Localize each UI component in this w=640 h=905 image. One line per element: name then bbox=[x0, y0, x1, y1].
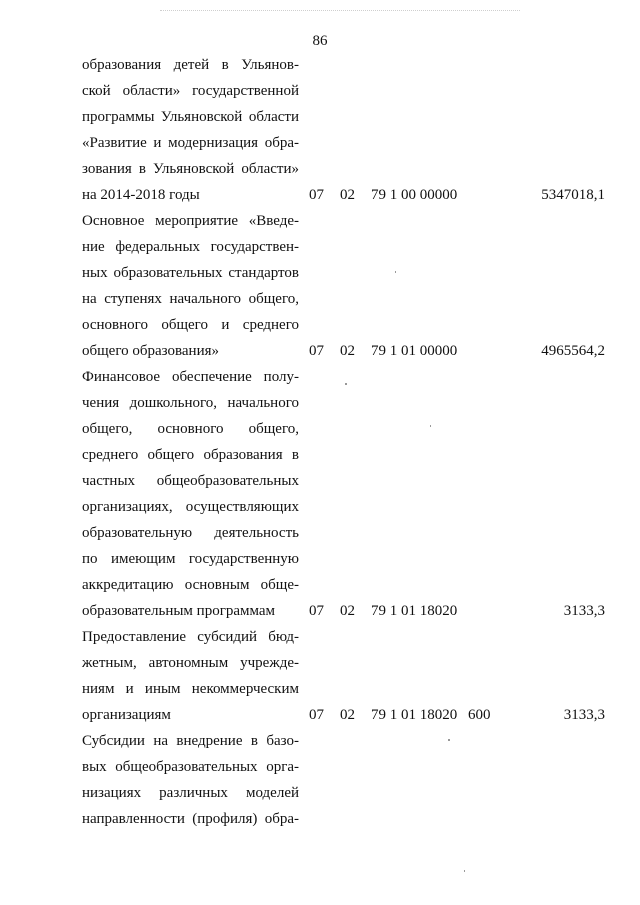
description-line: по имеющим государственную bbox=[82, 551, 299, 567]
description-line: Основное мероприятие «Введе- bbox=[82, 213, 299, 229]
section-code: 07 bbox=[309, 187, 324, 203]
section-code: 07 bbox=[309, 707, 324, 723]
scan-artifact-line bbox=[160, 10, 520, 12]
scan-speck bbox=[464, 870, 465, 872]
description-line: направленности (профиля) обра- bbox=[82, 811, 299, 827]
amount: 5347018,1 bbox=[541, 187, 605, 203]
page-number: 86 bbox=[312, 33, 328, 49]
row-description bbox=[82, 728, 299, 832]
scan-speck bbox=[395, 271, 396, 273]
description-line: среднего общего образования в bbox=[82, 447, 299, 463]
description-line: на 2014-2018 годы bbox=[82, 187, 200, 203]
description-line: образовательным программам bbox=[82, 603, 276, 619]
scan-speck bbox=[448, 739, 450, 741]
description-line: организациям bbox=[82, 707, 171, 723]
description-line: частных общеобразовательных bbox=[82, 473, 299, 489]
description-line: общего, основного общего, bbox=[82, 421, 299, 437]
section-code: 07 bbox=[309, 343, 324, 359]
scan-speck bbox=[430, 425, 431, 427]
subsection-code: 02 bbox=[340, 603, 355, 619]
expense-type-code: 600 bbox=[468, 707, 491, 723]
target-article-code: 79 1 00 00000 bbox=[371, 187, 458, 203]
amount: 3133,3 bbox=[563, 707, 605, 723]
description-line: Субсидии на внедрение в базо- bbox=[82, 733, 299, 749]
target-article-code: 79 1 01 00000 bbox=[371, 343, 458, 359]
description-line: ние федеральных государствен- bbox=[82, 239, 299, 255]
description-line: ниям и иным некоммерческим bbox=[82, 681, 299, 697]
row-description bbox=[82, 52, 299, 208]
description-line: жетным, автономным учрежде- bbox=[82, 655, 299, 671]
description-line: на ступенях начального общего, bbox=[82, 291, 299, 307]
description-line: вых общеобразовательных орга- bbox=[82, 759, 299, 775]
description-line: чения дошкольного, начального bbox=[82, 395, 299, 411]
description-line: программы Ульяновской области bbox=[82, 109, 299, 125]
description-line: аккредитацию основным обще- bbox=[82, 577, 299, 593]
description-line: образования детей в Ульянов- bbox=[82, 57, 299, 73]
description-line: основного общего и среднего bbox=[82, 317, 299, 333]
row-description bbox=[82, 208, 299, 364]
amount: 3133,3 bbox=[563, 603, 605, 619]
section-code: 07 bbox=[309, 603, 324, 619]
description-line: Предоставление субсидий бюд- bbox=[82, 629, 299, 645]
description-line: образовательную деятельность bbox=[82, 525, 299, 541]
description-line: низациях различных моделей bbox=[82, 785, 299, 801]
amount: 4965564,2 bbox=[541, 343, 605, 359]
target-article-code: 79 1 01 18020 bbox=[371, 707, 458, 723]
subsection-code: 02 bbox=[340, 707, 355, 723]
subsection-code: 02 bbox=[340, 187, 355, 203]
description-line: ных образовательных стандартов bbox=[82, 265, 299, 281]
description-line: ской области» государственной bbox=[82, 83, 299, 99]
description-line: зования в Ульяновской области» bbox=[82, 161, 299, 177]
target-article-code: 79 1 01 18020 bbox=[371, 603, 458, 619]
row-description bbox=[82, 364, 299, 624]
subsection-code: 02 bbox=[340, 343, 355, 359]
description-line: организациях, осуществляющих bbox=[82, 499, 299, 515]
description-line: общего образования» bbox=[82, 343, 219, 359]
scan-speck bbox=[345, 383, 347, 385]
description-line: «Развитие и модернизация обра- bbox=[82, 135, 299, 151]
row-description bbox=[82, 624, 299, 728]
description-line: Финансовое обеспечение полу- bbox=[82, 369, 299, 385]
